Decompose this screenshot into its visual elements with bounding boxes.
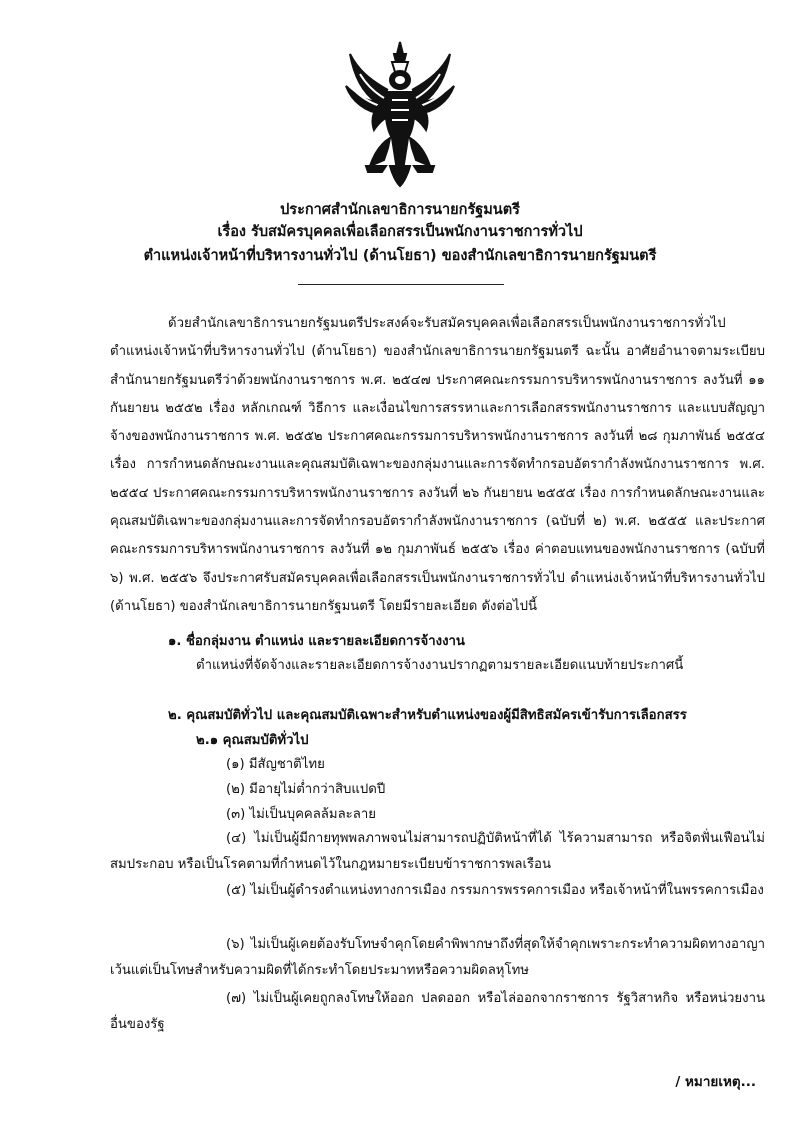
list-item: (๓) ไม่เป็นบุคคลล้มละลาย <box>226 807 376 822</box>
section1-body: ตำแหน่งที่จัดจ้างและรายละเอียดการจ้างงานปรากฏตามรายละเอียดแนบท้ายประกาศนี้ <box>196 658 684 673</box>
list-item: (๒) มีอายุไม่ต่ำกว่าสิบแปดปี <box>226 782 386 797</box>
section2-subtitle: ๒.๑ คุณสมบัติทั่วไป <box>196 733 309 748</box>
garuda-emblem-icon <box>340 40 460 188</box>
announcement-title: ประกาศสำนักเลขาธิการนายกรัฐมนตรี <box>280 202 520 218</box>
announcement-position: ตำแหน่งเจ้าหน้าที่บริหารงานทั่วไป (ด้านโยธา) ของสำนักเลขาธิการนายกรัฐมนตรี <box>143 248 657 264</box>
section2-title: ๒. คุณสมบัติทั่วไป และคุณสมบัติเฉพาะสำหรับตำแหน่งของผู้มีสิทธิสมัครเข้ารับการเลือกสรร <box>168 708 687 723</box>
continuation-note: / หมายเหตุ... <box>675 1074 756 1090</box>
list-item: (๕) ไม่เป็นผู้ดำรงตำแหน่งทางการเมือง กรรมการพรรคการเมือง หรือเจ้าหน้าที่ในพรรคการเมือง <box>226 883 764 898</box>
list-item: (๖) ไม่เป็นผู้เคยต้องรับโทษจำคุกโดยคำพิพากษาถึงที่สุดให้จำคุกเพราะกระทำความผิดทางอาญา เว้นแต่เป็นโทษสำหรับความผิดที่ได้กระทำโดยประมาทหรือความผิดลหุโทษ <box>110 937 765 978</box>
intro-paragraph: ด้วยสำนักเลขาธิการนายกรัฐมนตรีประสงค์จะรับสมัครบุคคลเพื่อเลือกสรรเป็นพนักงานราชการทั่วไป ตำแหน่งเจ้าหน้าที่บริหารงานทั่วไป (ด้านโยธา) ของสำนักเลขาธิการนายกรัฐมนตรี ฉะนั้น อาศัยอำนาจตามระเบียบสำนักนายกรัฐมนตรีว่าด้วยพนักงานราชการ พ.ศ. ๒๕๔๗ ประกาศคณะกรรมการบริหารพนักงานราชการ ลงวันที่ ๑๑ กันยายน ๒๕๕๒ เรื่อง หลักเกณฑ์ วิธีการ และเงื่อนไขการสรรหาและการเลือกสรรพนักงานราชการ และแบบสัญญาจ้างของพนักงานราชการ พ.ศ. ๒๕๕๒ ประกาศคณะกรรมการบริหารพนักงานราชการ ลงวันที่ ๒๘ กุมภาพันธ์ ๒๕๕๔ เรื่อง การกำหนดลักษณะงานและคุณสมบัติเฉพาะของกลุ่มงานและการจัดทำกรอบอัตรากำลังพนักงานราชการ พ.ศ. ๒๕๕๔ ประกาศคณะกรรมการบริหารพนักงานราชการ ลงวันที่ ๒๖ กันยายน ๒๕๕๕ เรื่อง การกำหนดลักษณะงานและคุณสมบัติเฉพาะของกลุ่มงานและการจัดทำกรอบอัตรากำลังพนักงานราชการ (ฉบับที่ ๒) พ.ศ. ๒๕๕๕ และประกาศคณะกรรมการบริหารพนักงานราชการ ลงวันที่ ๑๒ กุมภาพันธ์ ๒๕๕๖ เรื่อง ค่าตอบแทนของพนักงานราชการ (ฉบับที่ ๖) พ.ศ. ๒๕๕๖ จึงประกาศรับสมัครบุคคลเพื่อเลือกสรรเป็นพนักงานราชการทั่วไป ตำแหน่งเจ้าหน้าที่บริหารงานทั่วไป (ด้านโยธา) ของสำนักเลขาธิการนายกรัฐมนตรี โดยมีรายละเอียด ดังต่อไปนี้ <box>110 316 765 614</box>
list-item: (๑) มีสัญชาติไทย <box>226 757 325 772</box>
list-item: (๔) ไม่เป็นผู้มีกายทุพพลภาพจนไม่สามารถปฏิบัติหน้าที่ได้ ไร้ความสามารถ หรือจิตฟั่นเฟือนไม่สมประกอบ หรือเป็นโรคตามที่กำหนดไว้ในกฎหมายระเบียบข้าราชการพลเรือน <box>110 831 765 872</box>
header-divider <box>298 284 504 285</box>
section1-title: ๑. ชื่อกลุ่มงาน ตำแหน่ง และรายละเอียดการจ้างงาน <box>168 634 465 649</box>
list-item: (๗) ไม่เป็นผู้เคยถูกลงโทษให้ออก ปลดออก หรือไล่ออกจากราชการ รัฐวิสาหกิจ หรือหน่วยงานอื่นของรัฐ <box>110 991 765 1032</box>
announcement-subject: เรื่อง รับสมัครบุคคลเพื่อเลือกสรรเป็นพนักงานราชการทั่วไป <box>217 224 583 240</box>
